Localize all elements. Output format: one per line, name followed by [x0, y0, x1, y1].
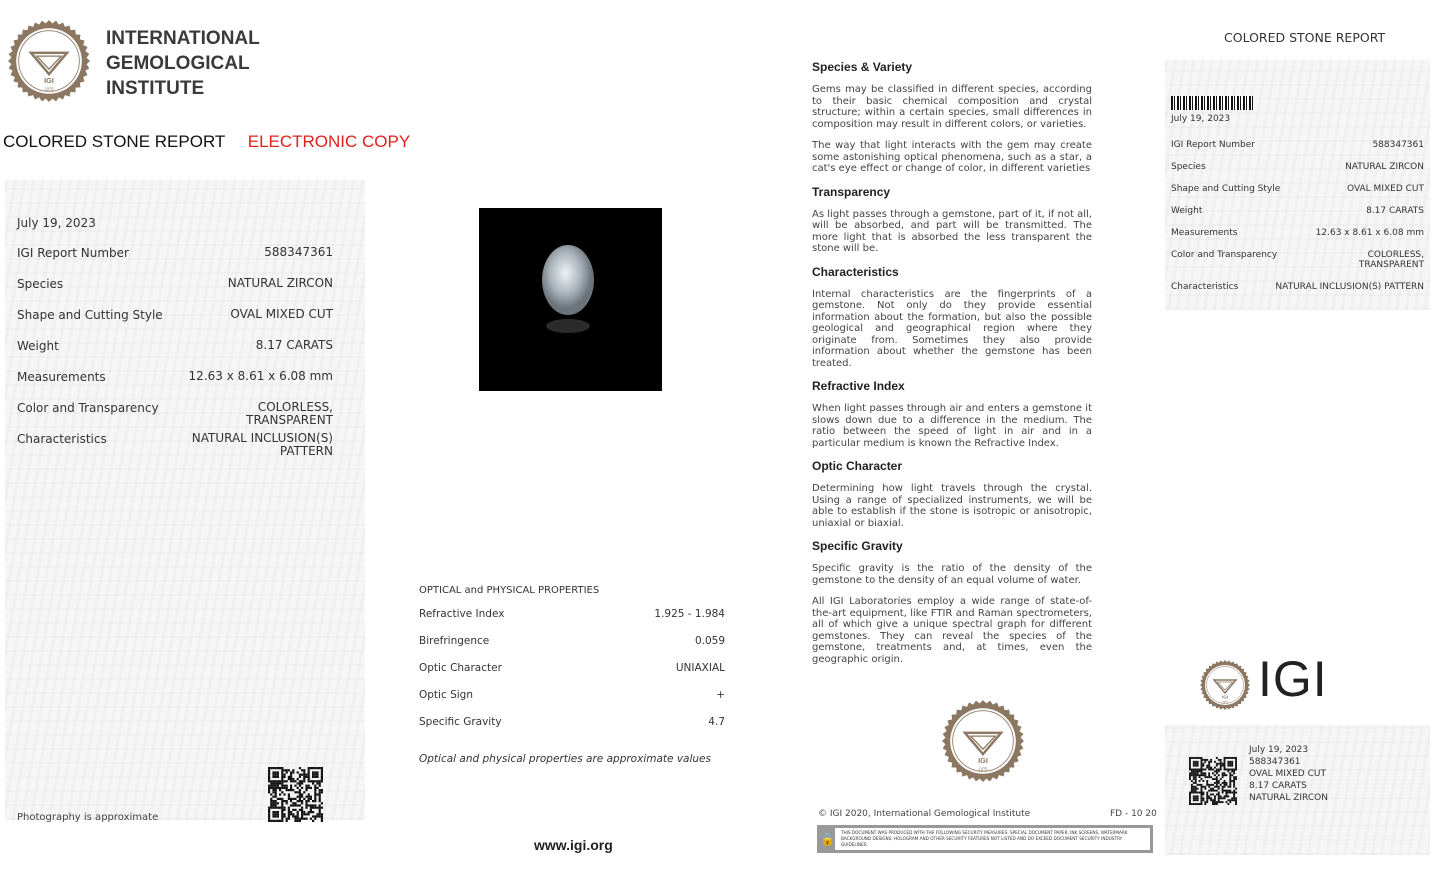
optical-properties [419, 585, 725, 765]
institute-name [106, 26, 260, 101]
igi-seal-logo [8, 20, 90, 102]
qr-code[interactable] [1189, 757, 1237, 809]
info-heading: Optic Character [812, 459, 903, 473]
field-value-line: NATURAL INCLUSION(S) [191, 431, 333, 445]
optical-label: Refractive Index [419, 608, 505, 620]
info-paragraph: Gems may be classified in different species, according to their basic chemical composition and crystal structure; within a certain species, small differences in composition may result in different colors, or varieties. [812, 84, 1092, 130]
gemstone-photo [479, 208, 662, 391]
optical-value: + [716, 689, 725, 701]
igi-seal-logo [1200, 660, 1250, 710]
info-column [812, 50, 1092, 675]
field-value-line: PATTERN [279, 444, 333, 458]
igi-seal-logo [942, 700, 1024, 782]
field-value: OVAL MIXED CUT [1347, 184, 1424, 194]
summary-line: OVAL MIXED CUT [1249, 769, 1326, 779]
info-paragraph: Specific gravity is the ratio of the density of the gemstone to the density of an equal volume of water. [812, 563, 1092, 586]
security-notice [817, 825, 1153, 853]
field-value: 12.63 x 8.61 x 6.08 mm [1315, 228, 1424, 238]
security-text: THIS DOCUMENT WAS PRODUCED WITH THE FOLLOWING SECURITY MEASURES: SPECIAL DOCUMENT PAPER, INK SCREENS, WATERMARK BACKGROUND DESIGNS, HOLOGRAM AND OTHER SECURITY FEATURES NOT LISTED AND DO EXCEED DOCUMENT SECURITY INDUSTRY GUIDELINES. [840, 830, 1128, 847]
optical-label: Specific Gravity [419, 716, 502, 728]
info-paragraph: All IGI Laboratories employ a wide range of state-of-the-art equipment, like FTIR and Raman spectrometers, all of which give a unique spectral graph for different gemstones. They can reveal the species of the gemstone, treatments and, at times, even the geographic origin. [812, 596, 1092, 665]
optical-label: Optic Sign [419, 689, 473, 701]
info-paragraph: The way that light interacts with the gem may create some astonishing optical phenomena, such as a star, a cat's eye effect or change of color, in different varieties [812, 140, 1092, 174]
form-code: FD - 10 20 [1110, 809, 1157, 819]
report-details-panel [5, 180, 365, 823]
field-label: IGI Report Number [1171, 140, 1255, 150]
info-heading: Refractive Index [812, 379, 905, 393]
optical-label: Optic Character [419, 662, 502, 674]
report-title: COLORED STONE REPORT [3, 132, 225, 151]
optical-value: 4.7 [708, 716, 725, 728]
svg-text:1975: 1975 [44, 86, 54, 92]
optical-title: OPTICAL and PHYSICAL PROPERTIES [419, 585, 600, 596]
field-label: Shape and Cutting Style [17, 308, 163, 322]
field-row [17, 246, 333, 260]
field-value [246, 401, 333, 427]
field-label: Species [17, 277, 64, 291]
optical-label: Birefringence [419, 635, 490, 647]
optical-value: 0.059 [694, 635, 725, 647]
field-label: Measurements [1171, 228, 1238, 238]
info-paragraph: Determining how light travels through the crystal. Using a range of specialized instruments, we will be able to establish if the stone is isotropic or anisotropic, uniaxial or biaxial. [812, 483, 1092, 529]
stub-details-panel [1165, 60, 1430, 310]
field-row [17, 401, 333, 427]
svg-text:IGI: IGI [978, 756, 988, 766]
stub-title: COLORED STONE REPORT [1224, 30, 1386, 45]
field-row [17, 308, 333, 322]
info-paragraph: As light passes through a gemstone, part of it, if not all, will be absorbed, and part will be transmitted. The more light that is absorbed the less transparent the stone will be. [812, 208, 1092, 254]
stub-field-row [1171, 184, 1424, 194]
info-heading: Specific Gravity [812, 539, 903, 553]
field-row [17, 370, 333, 384]
stub-field-row [1171, 282, 1424, 292]
stub-field-row [1171, 228, 1424, 238]
optical-value: UNIAXIAL [675, 662, 725, 674]
field-label: Species [1171, 162, 1206, 172]
field-value: 588347361 [264, 245, 333, 259]
field-label: IGI Report Number [17, 246, 129, 260]
qr-code[interactable] [268, 767, 323, 826]
field-value [1359, 250, 1424, 270]
field-label: Color and Transparency [1171, 250, 1278, 260]
field-value: NATURAL ZIRCON [1345, 162, 1424, 172]
igi-logo-text: IGI [1258, 651, 1328, 707]
stub-field-row [1171, 162, 1424, 172]
lock-icon: 🔒 [820, 828, 835, 850]
info-heading: Species & Variety [812, 60, 913, 74]
optical-row [419, 662, 725, 675]
field-value: NATURAL INCLUSION(S) PATTERN [1275, 282, 1424, 292]
field-label: Characteristics [1171, 282, 1239, 292]
field-value [192, 432, 333, 458]
stub-field-row [1171, 140, 1424, 150]
stub-field-row [1171, 206, 1424, 216]
barcode [1171, 96, 1253, 110]
field-value: 8.17 CARATS [1366, 206, 1424, 216]
stub-date: July 19, 2023 [1171, 114, 1231, 124]
institute-name-line: INTERNATIONAL [106, 28, 260, 49]
field-row [17, 339, 333, 353]
svg-text:IGI: IGI [1221, 694, 1229, 700]
stub-summary-panel [1165, 725, 1430, 855]
svg-text:IGI: IGI [44, 76, 54, 86]
report-date: July 19, 2023 [17, 216, 96, 230]
field-value: 588347361 [1372, 140, 1424, 150]
field-value-line: COLORLESS, [1367, 250, 1424, 260]
field-label: Weight [17, 339, 59, 353]
field-value-line: COLORLESS, [257, 400, 333, 414]
info-paragraph: When light passes through air and enters a gemstone it slows down due to a difference in the medium. The ratio between the speed of light in air and in a particular medium is known the Refractive Index. [812, 403, 1092, 449]
website-link[interactable]: www.igi.org [534, 837, 613, 853]
field-row [17, 277, 333, 291]
optical-note: Optical and physical properties are approximate values [419, 753, 711, 765]
info-heading: Characteristics [812, 264, 899, 279]
field-label: Shape and Cutting Style [1171, 184, 1281, 194]
optical-row [419, 608, 725, 621]
summary-line: July 19, 2023 [1249, 745, 1309, 755]
copyright: © IGI 2020, International Gemological Institute [818, 809, 1031, 819]
field-label: Weight [1171, 206, 1203, 216]
optical-value: 1.925 - 1.984 [654, 608, 725, 620]
field-label: Color and Transparency [17, 401, 159, 415]
institute-name-line: INSTITUTE [106, 78, 205, 99]
field-value-line: TRANSPARENT [246, 413, 333, 427]
field-row [17, 432, 333, 458]
field-value-line: TRANSPARENT [1358, 260, 1424, 270]
optical-row [419, 716, 725, 729]
field-value: OVAL MIXED CUT [230, 307, 333, 321]
stub-field-row [1171, 250, 1424, 270]
field-value: NATURAL ZIRCON [227, 276, 333, 290]
photo-note: Photography is approximate [17, 812, 159, 823]
svg-text:1975: 1975 [978, 766, 988, 772]
svg-text:1975: 1975 [1222, 701, 1228, 704]
summary-line: NATURAL ZIRCON [1249, 793, 1328, 803]
field-label: Characteristics [17, 432, 107, 446]
summary-line: 8.17 CARATS [1249, 781, 1307, 791]
electronic-copy-label: ELECTRONIC COPY [247, 132, 411, 151]
summary-line: 588347361 [1249, 757, 1301, 767]
optical-row [419, 689, 725, 702]
field-value: 12.63 x 8.61 x 6.08 mm [188, 369, 333, 383]
info-heading: Transparency [812, 184, 891, 199]
optical-row [419, 635, 725, 648]
institute-name-line: GEMOLOGICAL [106, 53, 250, 74]
info-paragraph: Internal characteristics are the fingerprints of a gemstone. Not only do they provide essential information about the formation, but also the possible geological and geographical region where they originate from. Sometimes they also provide information about whether the gemstone has been treated. [812, 288, 1092, 369]
field-value: 8.17 CARATS [255, 338, 333, 352]
field-label: Measurements [17, 370, 106, 384]
